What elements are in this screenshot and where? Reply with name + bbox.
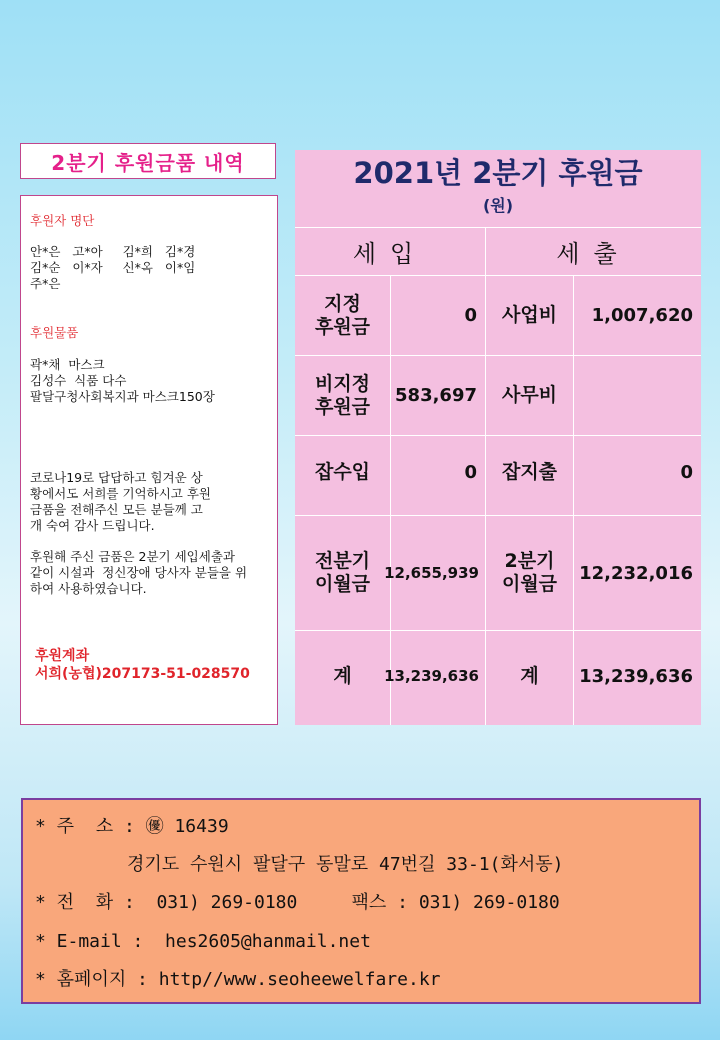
homepage-line: * 홈페이지 : http//www.seoheewelfare.kr [35,969,441,990]
thanks-message: 코로나19로 답답하고 힘겨운 상 황에서도 서희를 기억하시고 후원 금품을 전해주신 모든 분들께 고 개 숙여 감사 드립니다. [30,470,211,533]
budget-title: 2021년 2분기 후원금 [353,156,643,190]
expense-label-business: 사업비 [501,304,558,326]
income-header: 세입 [352,240,428,268]
expense-value-misc: 0 [680,461,693,483]
expense-label-misc: 잡지출 [501,460,558,483]
donation-summary-title: 2분기 후원금품 내역 [20,143,276,179]
goods-heading: 후원물품 [30,325,79,340]
address-line-1: * 주 소 : ㊝ 16439 [35,816,229,837]
expense-header: 세출 [556,240,631,268]
phone-fax-line: * 전 화 : 031) 269-0180 팩스 : 031) 269-0180 [35,892,560,913]
budget-title-block [295,150,701,228]
budget-unit: (원) [482,196,514,215]
income-value-undesignated: 583,697 [395,385,477,406]
donation-details-panel [20,195,278,725]
usage-message: 후원해 주신 금품은 2분기 세입세출과 같이 시설과 정신장애 당사자 분들을 위 하여 사용하였습니다. [30,549,248,596]
expense-value-total: 13,239,636 [579,665,693,687]
email-line: * E-mail : hes2605@hanmail.net [35,931,371,952]
income-value-total: 13,239,636 [384,667,479,685]
address-line-2: 경기도 수원시 팔달구 동말로 47번길 33-1(화서동) [127,854,564,875]
income-label-designated: 지정 후원금 [314,292,371,338]
expense-label-carryover: 2분기 이월금 [501,550,558,595]
account-label: 후원계좌 [35,648,90,664]
income-value-misc: 0 [464,461,477,483]
expense-value-carryover: 12,232,016 [579,562,693,584]
expense-label-total: 계 [520,664,539,687]
budget-table [295,150,701,725]
account-number: 서희(농협)207173-51-028570 [35,666,250,682]
income-value-designated: 0 [464,305,477,326]
expense-label-office: 사무비 [501,384,558,406]
income-label-misc: 잡수입 [314,460,371,483]
income-label-carryover: 전분기 이월금 [314,550,371,595]
expense-value-office [574,356,701,435]
income-label-undesignated: 비지정 후원금 [314,372,371,418]
donors-list: 안*은 고*아 김*희 김*경 김*순 이*자 신*옥 이*임 주*은 [30,244,196,291]
contact-footer [21,798,701,1004]
goods-list: 곽*채 마스크 김성수 식품 다수 팔달구청사회복지과 마스크150장 [30,357,215,404]
income-label-total: 계 [333,664,352,687]
donors-heading: 후원자 명단 [30,213,95,228]
income-value-carryover: 12,655,939 [384,564,479,582]
expense-value-business: 1,007,620 [591,305,693,326]
